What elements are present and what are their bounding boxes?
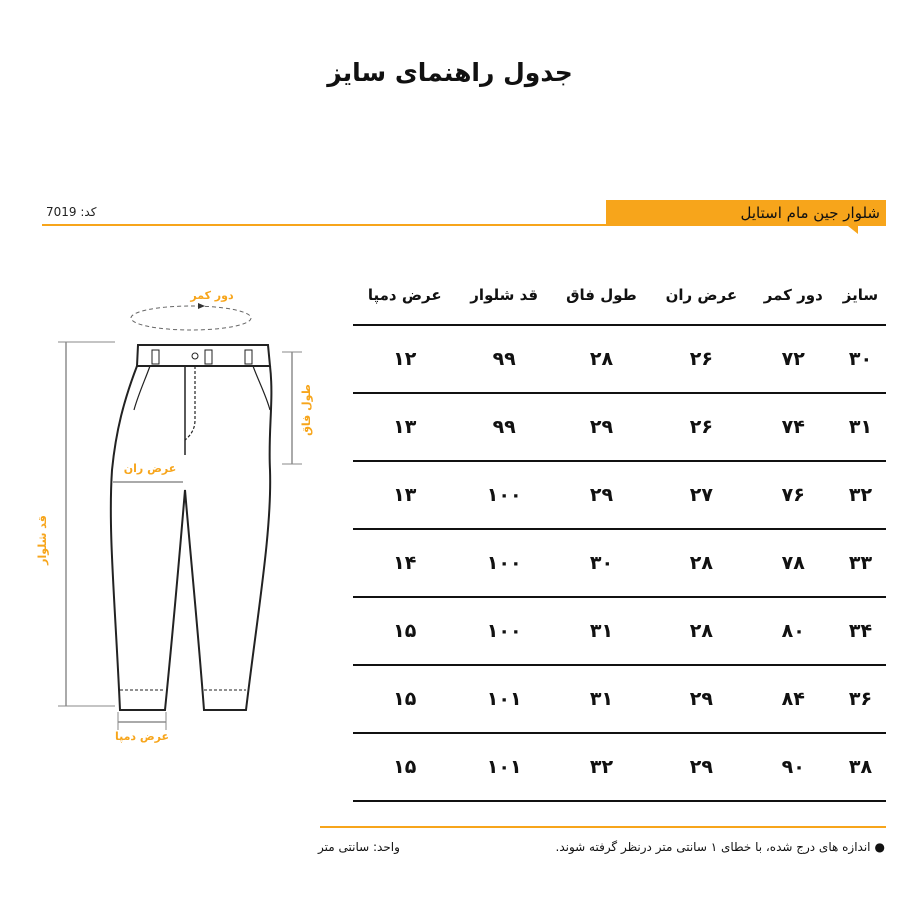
size-table (353, 266, 886, 802)
cell: ۲۹ (552, 461, 651, 529)
cell: ۹۰ (752, 733, 835, 801)
cell: ۳۱ (835, 393, 886, 461)
cell: ۳۴ (835, 597, 886, 665)
product-name-tab: شلوار جین مام استایل (606, 200, 886, 226)
cell: ۱۵ (353, 597, 457, 665)
cell: ۱۰۰ (457, 461, 552, 529)
length-label: قد شلوار (36, 515, 49, 565)
pants-outline (111, 345, 272, 710)
cell: ۸۰ (752, 597, 835, 665)
table-row (353, 665, 886, 733)
cell: ۲۹ (651, 733, 752, 801)
header-hem: عرض دمپا (353, 266, 457, 325)
rise-label: طول فاق (300, 384, 313, 436)
pants-measurement-diagram (20, 270, 330, 750)
header-size: سایز (835, 266, 886, 325)
cell: ۱۵ (353, 733, 457, 801)
table-row (353, 597, 886, 665)
cell: ۲۹ (552, 393, 651, 461)
header-thigh: عرض ران (651, 266, 752, 325)
cell: ۹۹ (457, 325, 552, 393)
waist-measure-ellipse (131, 306, 251, 330)
table-row (353, 529, 886, 597)
cell: ۳۳ (835, 529, 886, 597)
table-row (353, 461, 886, 529)
cell: ۳۰ (552, 529, 651, 597)
cell: ۲۸ (651, 529, 752, 597)
product-code-value: 7019 (46, 205, 77, 219)
table-row (353, 393, 886, 461)
cell: ۷۸ (752, 529, 835, 597)
cell: ۲۶ (651, 393, 752, 461)
header-waist: دور کمر (752, 266, 835, 325)
cell: ۲۹ (651, 665, 752, 733)
table-row (353, 733, 886, 801)
cell: ۱۳ (353, 461, 457, 529)
cell: ۲۶ (651, 325, 752, 393)
size-table-header (353, 266, 886, 325)
thigh-label: عرض ران (123, 462, 177, 475)
page-title: جدول راهنمای سایز (327, 58, 573, 87)
product-code (46, 205, 96, 219)
footer-divider (320, 826, 886, 828)
cell: ۱۲ (353, 325, 457, 393)
cell: ۳۲ (552, 733, 651, 801)
footer-note-text: اندازه های درج شده، با خطای ۱ سانتی متر درنظر گرفته شوند. (555, 840, 871, 854)
bullet-icon: ● (874, 840, 885, 854)
cell: ۳۸ (835, 733, 886, 801)
waist-arrow (198, 303, 205, 309)
product-code-label: کد: (80, 205, 97, 219)
cell: ۳۲ (835, 461, 886, 529)
cell: ۱۰۰ (457, 529, 552, 597)
cell: ۱۵ (353, 665, 457, 733)
waist-label: دور کمر (190, 289, 234, 302)
cell: ۱۰۱ (457, 665, 552, 733)
cell: ۲۸ (651, 597, 752, 665)
cell: ۷۴ (752, 393, 835, 461)
cell: ۹۹ (457, 393, 552, 461)
cell: ۳۱ (552, 597, 651, 665)
product-tab-tail (848, 226, 858, 234)
table-row (353, 325, 886, 393)
cell: ۸۴ (752, 665, 835, 733)
cell: ۳۰ (835, 325, 886, 393)
header-length: قد شلوار (457, 266, 552, 325)
hem-label: عرض دمپا (114, 730, 170, 743)
footer-note (500, 840, 885, 854)
cell: ۱۰۱ (457, 733, 552, 801)
cell: ۳۶ (835, 665, 886, 733)
cell: ۲۸ (552, 325, 651, 393)
cell: ۳۱ (552, 665, 651, 733)
cell: ۱۴ (353, 529, 457, 597)
cell: ۱۰۰ (457, 597, 552, 665)
unit-label: واحد: سانتی متر (318, 840, 400, 854)
cell: ۷۲ (752, 325, 835, 393)
header-rise: طول فاق (552, 266, 651, 325)
cell: ۷۶ (752, 461, 835, 529)
cell: ۱۳ (353, 393, 457, 461)
header-divider (42, 224, 606, 226)
cell: ۲۷ (651, 461, 752, 529)
